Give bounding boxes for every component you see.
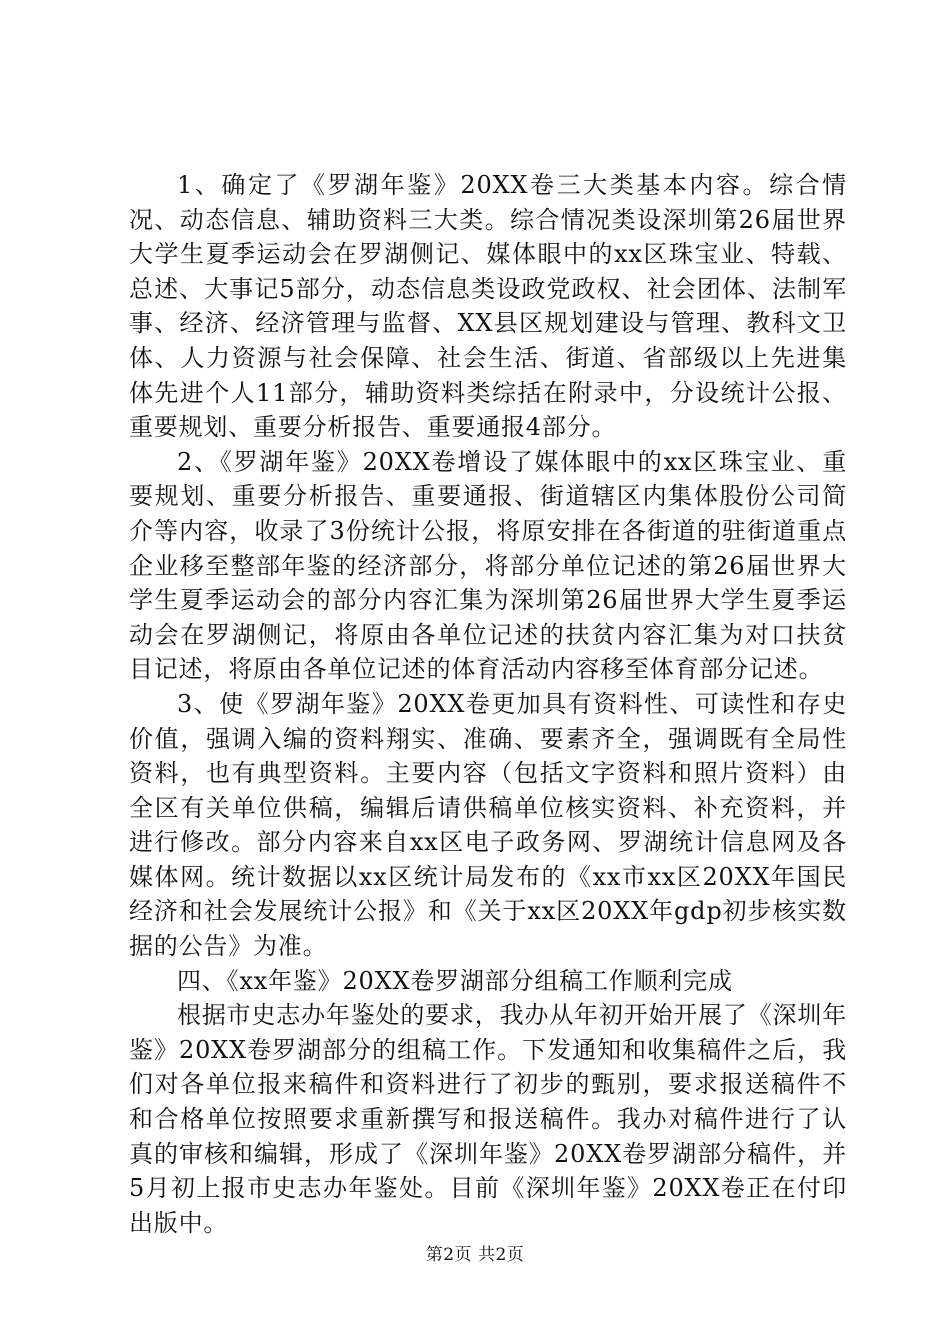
paragraph-item-3: 3、使《罗湖年鉴》20XX卷更加具有资料性、可读性和存史价值，强调入编的资料翔实、准确、要素齐全，强调既有全局性资料，也有典型资料。主要内容（包括文字资料和照片资料）由全区有关单位供稿，编辑后请供稿单位核实资料、补充资料，并进行修改。部分内容来自xx区电子政务网、罗湖统计信息网及各媒体网。统计数据以xx区统计局发布的《xx市xx区20XX年国民经济和社会发展统计公报》和《关于xx区20XX年gdp初步核实数据的公告》为准。 xyxy=(129,689,847,961)
paragraph-item-2: 2、《罗湖年鉴》20XX卷增设了媒体眼中的xx区珠宝业、重要规划、重要分析报告、重要通报、街道辖区内集体股份公司简介等内容，收录了3份统计公报，将原安排在各街道的驻街道重点企业移至整部年鉴的经济部分，将部分单位记述的第26届世界大学生夏季运动会的部分内容汇集为深圳第26届世界大学生夏季运动会在罗湖侧记，将原由各单位记述的扶贫内容汇集为对口扶贫目记述，将原由各单位记述的体育活动内容移至体育部分记述。 xyxy=(129,447,847,684)
paragraph-item-1: 1、确定了《罗湖年鉴》20XX卷三大类基本内容。综合情况、动态信息、辅助资料三大类。综合情况类设深圳第26届世界大学生夏季运动会在罗湖侧记、媒体眼中的xx区珠宝业、特载、总述、大事记5部分，动态信息类设政党政权、社会团体、法制军事、经济、经济管理与监督、XX县区规划建设与管理、教科文卫体、人力资源与社会保障、社会生活、街道、省部级以上先进集体先进个人11部分，辅助资料类综括在附录中，分设统计公报、重要规划、重要分析报告、重要通报4部分。 xyxy=(129,171,847,442)
page-number-label: 第2页 共2页 xyxy=(425,1245,525,1265)
section-heading: 四、《xx年鉴》20XX卷罗湖部分组稿工作顺利完成 xyxy=(177,966,733,995)
document-body xyxy=(129,168,847,1240)
page-footer xyxy=(0,1240,950,1265)
paragraph-item-4: 根据市史志办年鉴处的要求，我办从年初开始开展了《深圳年鉴》20XX卷罗湖部分的组稿工作。下发通知和收集稿件之后，我们对各单位报来稿件和资料进行了初步的甄别，要求报送稿件不和合格单位按照要求重新撰写和报送稿件。我办对稿件进行了认真的审核和编辑，形成了《深圳年鉴》20XX卷罗湖部分稿件，并5月初上报市史志办年鉴处。目前《深圳年鉴》20XX卷正在付印出版中。 xyxy=(129,1001,847,1237)
